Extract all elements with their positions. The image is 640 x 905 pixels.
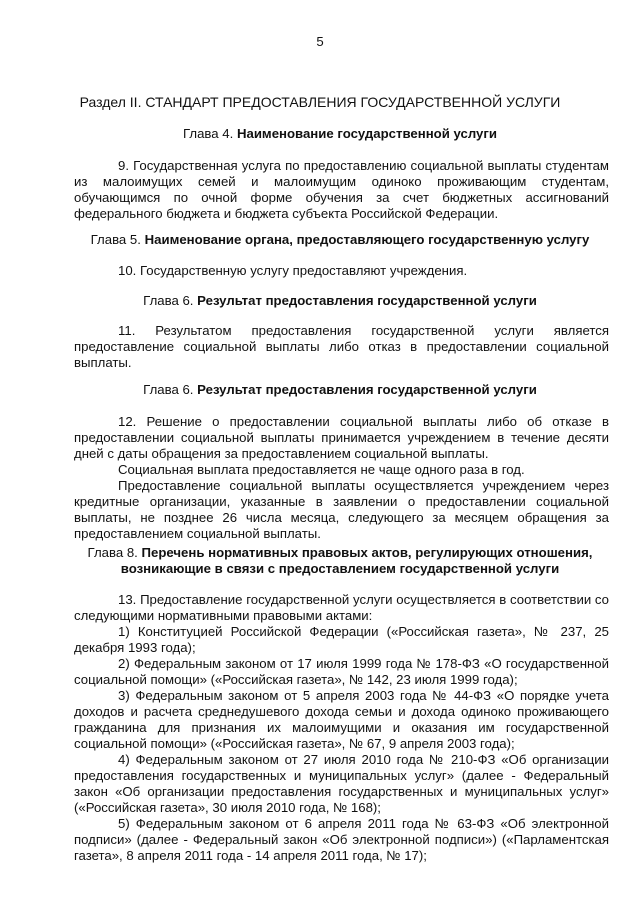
chapter-prefix: Глава 6. (143, 293, 194, 308)
paragraph-text: 9. Государственная услуга по предоставлению социальной выплаты студентам из малоимущих семей и малоимущим одиноко проживающим студентам, обучающимся по очной форме обучения за счет бюджетных ассигнований федерального бюджета и бюджета субъекта Российской Федерации. (74, 158, 609, 221)
paragraph-13 (74, 592, 609, 864)
paragraph-text: 13. Предоставление государственной услуги осуществляется в соответствии со следующими нормативными правовыми актами: (74, 592, 609, 623)
chapter-title: Наименование государственной услуги (236, 126, 497, 141)
list-item: 4) Федеральным законом от 27 июля 2010 года № 210-ФЗ «Об организации предоставления государственных и муниципальных услуг» (далее - Федеральный закон «Об организации предоставления государственных и муниципальных услуг» («Российская газета», 30 июля 2010 года, № 168); (74, 752, 609, 815)
chapter-title: Результат предоставления государственной услуги (197, 293, 537, 308)
paragraph-12 (74, 414, 609, 542)
chapter-5-heading (70, 232, 610, 248)
paragraph-text: 12. Решение о предоставлении социальной выплаты либо об отказе в предоставлении социальной выплаты принимается учреждением в течение десяти дней с даты обращения за предоставлением социальной выплаты. (74, 414, 609, 461)
section-title: Раздел II. СТАНДАРТ ПРЕДОСТАВЛЕНИЯ ГОСУДАРСТВЕННОЙ УСЛУГИ (79, 94, 561, 110)
paragraph-11 (74, 323, 609, 371)
chapter-6-repeat-heading (70, 382, 610, 398)
chapter-8-heading (70, 545, 610, 577)
paragraph-10 (74, 263, 609, 279)
chapter-title: Результат предоставления государственной услуги (197, 382, 537, 397)
chapter-prefix: Глава 5. (90, 232, 141, 247)
chapter-title: Перечень нормативных правовых актов, регулирующих отношения, (141, 545, 593, 560)
list-item: 3) Федеральным законом от 5 апреля 2003 года № 44-ФЗ «О порядке учета доходов и расчета среднедушевого дохода семьи и дохода одиноко проживающего гражданина для признания их малоимущими и оказания им государственной социальной помощи» («Российская газета», № 67, 9 апреля 2003 года); (74, 688, 609, 751)
chapter-prefix: Глава 6. (143, 382, 194, 397)
paragraph-text: 10. Государственную услугу предоставляют учреждения. (118, 263, 468, 278)
list-item: 2) Федеральным законом от 17 июля 1999 года № 178-ФЗ «О государственной социальной помощи» («Российская газета», № 142, 23 июля 1999 года); (74, 656, 609, 687)
list-item: 1) Конституцией Российской Федерации («Российская газета», № 237, 25 декабря 1993 года); (74, 624, 609, 655)
chapter-6-heading (70, 293, 610, 309)
page-number: 5 (316, 34, 324, 49)
paragraph-text: Социальная выплата предоставляется не чаще одного раза в год. (118, 462, 525, 477)
paragraph-9 (74, 158, 609, 222)
chapter-prefix: Глава 8. (87, 545, 138, 560)
chapter-title: Наименование органа, предоставляющего государственную услугу (144, 232, 590, 247)
list-item: 5) Федеральным законом от 6 апреля 2011 года № 63-ФЗ «Об электронной подписи» (далее - Федеральный закон «Об электронной подписи») («Парламентская газета», 8 апреля 2011 года - 14 апреля 2011 года, № 17); (74, 816, 609, 863)
paragraph-text: Предоставление социальной выплаты осуществляется учреждением через кредитные организации, указанные в заявлении о предоставлении социальной выплаты, не позднее 26 числа месяца, следующего за месяцем обращения за предоставлением социальной выплаты. (74, 478, 609, 541)
chapter-title: возникающие в связи с предоставлением государственной услуги (120, 561, 560, 576)
paragraph-text: 11. Результатом предоставления государственной услуги является предоставление социальной выплаты либо отказ в предоставлении социальной выплаты. (74, 323, 609, 370)
chapter-4-heading (70, 126, 610, 142)
chapter-prefix: Глава 4. (183, 126, 234, 141)
